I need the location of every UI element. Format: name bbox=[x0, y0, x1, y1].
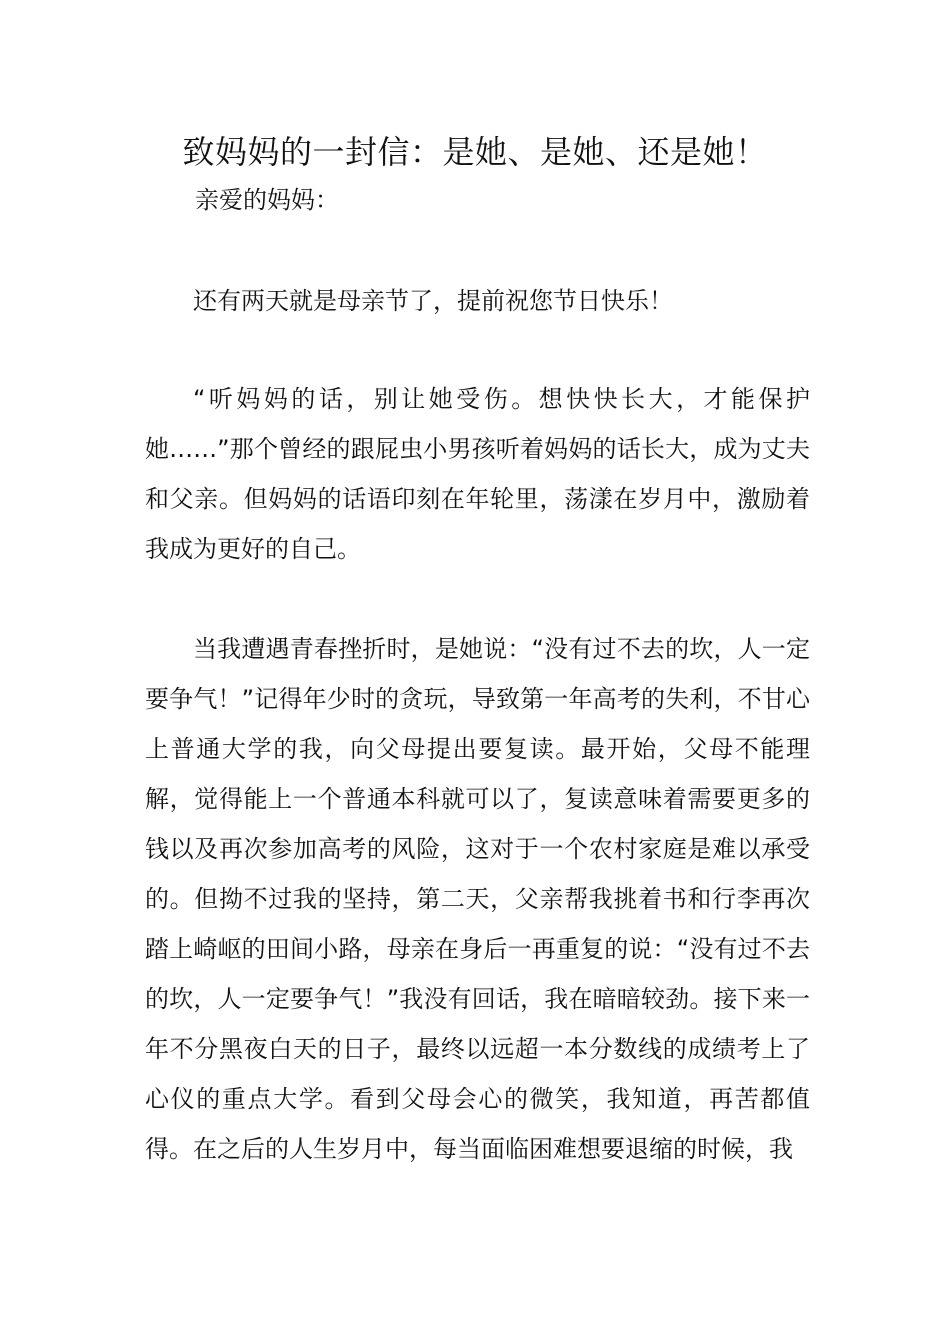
paragraph-1: 还有两天就是母亲节了，提前祝您节日快乐！ bbox=[193, 287, 673, 315]
letter-title: 致妈妈的一封信：是她、是她、还是她！ bbox=[182, 133, 768, 171]
paragraph-2: “听妈妈的话，别让她受伤。想快快长大，才能保护她……”那个曾经的跟屁虫小男孩听着妈妈的话长大，成为丈夫和父亲。但妈妈的话语印刻在年轮里，荡漾在岁月中，激励着我成为更好的自己。 bbox=[145, 385, 810, 563]
letter-salutation: 亲爱的妈妈： bbox=[195, 186, 339, 214]
paragraph-3: 当我遭遇青春挫折时，是她说：“没有过不去的坎，人一定要争气！”记得年少时的贪玩，导致第一年高考的失利，不甘心上普通大学的我，向父母提出要复读。最开始，父母不能理解，觉得能上一个普通本科就可以了，复读意味着需要更多的钱以及再次参加高考的风险，这对于一个农村家庭是难以承受的。但拗不过我的坚持，第二天，父亲帮我挑着书和行李再次踏上崎岖的田间小路，母亲在身后一再重复的说：“没有过不去的坎，人一定要争气！”我没有回话，我在暗暗较劲。接下来一年不分黑夜白天的日子，最终以远超一本分数线的成绩考上了心仪的重点大学。看到父母会心的微笑，我知道，再苦都值得。在之后的人生岁月中，每当面临困难想要退缩的时候，我 bbox=[145, 635, 810, 1163]
